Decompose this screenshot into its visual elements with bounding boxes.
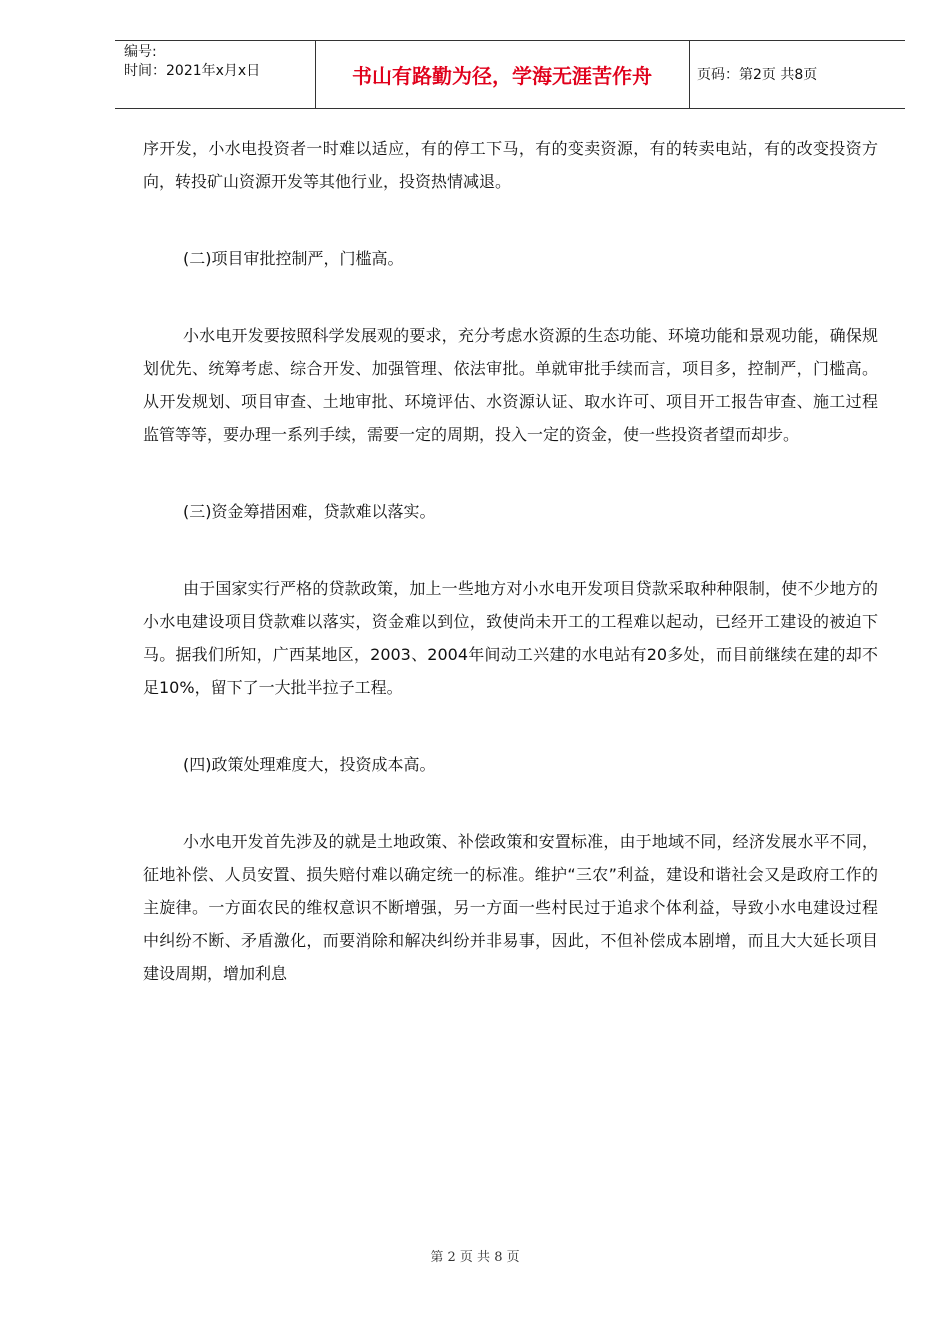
document-date: 时间：2021年x月x日 — [124, 63, 261, 79]
section-heading: (二)项目审批控制严，门槛高。 — [183, 249, 404, 268]
header-meta-cell — [115, 41, 316, 108]
body-paragraph: 小水电开发要按照科学发展观的要求，充分考虑水资源的生态功能、环境功能和景观功能，确保规划优先、统筹考虑、综合开发、加强管理、依法审批。单就审批手续而言，项目多，控制严，门槛高。从开发规划、项目审查、土地审批、环境评估、水资源认证、取水许可、项目开工报告审查、施工过程监管等等，要办理一系列手续，需要一定的周期，投入一定的资金，使一些投资者望而却步。 — [143, 326, 878, 444]
section-heading: (三)资金筹措困难，贷款难以落实。 — [183, 502, 436, 521]
section-heading: (四)政策处理难度大，投资成本高。 — [183, 755, 436, 774]
page-header — [115, 40, 905, 109]
body-paragraph: 由于国家实行严格的贷款政策，加上一些地方对小水电开发项目贷款采取种种限制，使不少地方的小水电建设项目贷款难以落实，资金难以到位，致使尚未开工的工程难以起动，已经开工建设的被迫下马。据我们所知，广西某地区，2003、2004年间动工兴建的水电站有20多处，而目前继续在建的却不足10%，留下了一大批半拉子工程。 — [143, 579, 878, 697]
header-motto: 书山有路勤为径，学海无涯苦作舟 — [352, 64, 652, 88]
header-motto-cell — [315, 41, 690, 108]
body-paragraph: 小水电开发首先涉及的就是土地政策、补偿政策和安置标准，由于地域不同，经济发展水平不同，征地补偿、人员安置、损失赔付难以确定统一的标准。维护“三农”利益，建设和谐社会又是政府工作的主旋律。一方面农民的维权意识不断增强，另一方面一些村民过于追求个体利益，导致小水电建设过程中纠纷不断、矛盾激化，而要消除和解决纠纷并非易事，因此，不但补偿成本剧增，而且大大延长项目建设周期，增加利息 — [143, 832, 878, 983]
body-paragraph: 序开发，小水电投资者一时难以适应，有的停工下马，有的变卖资源，有的转卖电站，有的改变投资方向，转投矿山资源开发等其他行业，投资热情减退。 — [143, 139, 878, 191]
header-page-cell — [689, 41, 905, 108]
page-footer: 第 2 页 共 8 页 — [430, 1250, 520, 1265]
document-body — [143, 120, 878, 990]
header-page-info: 页码：第2页 共8页 — [697, 67, 818, 83]
document-number-label: 编号: — [124, 44, 157, 60]
